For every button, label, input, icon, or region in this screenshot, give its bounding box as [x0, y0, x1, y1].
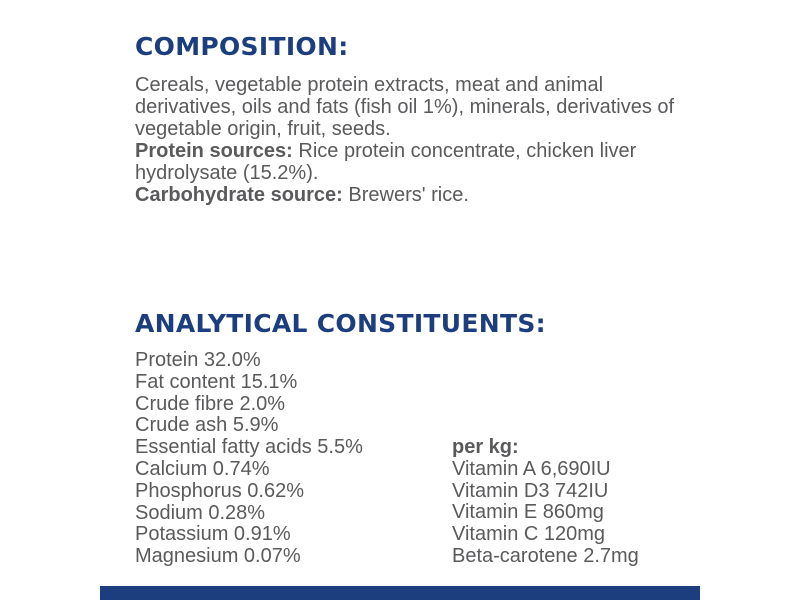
vitamin-item: Vitamin E 860mg — [452, 501, 604, 524]
protein-sources — [135, 140, 695, 184]
constituent-item: Calcium 0.74% — [135, 457, 270, 480]
constituent-item: Crude ash 5.9% — [135, 414, 279, 437]
protein-sources-label: Protein sources: — [135, 140, 293, 162]
constituent-item: Potassium 0.91% — [135, 523, 291, 546]
composition-body — [135, 74, 695, 206]
constituent-item: Sodium 0.28% — [135, 501, 266, 524]
constituent-item: Magnesium 0.07% — [135, 545, 301, 568]
vitamin-item: Beta-carotene 2.7mg — [452, 544, 639, 567]
carbohydrate-source — [135, 184, 695, 206]
vitamin-item: Vitamin C 120mg — [452, 523, 606, 546]
analytical-constituents-heading: ANALYTICAL CONSTITUENTS: — [135, 309, 546, 338]
constituent-item: Phosphorus 0.62% — [135, 479, 305, 502]
constituent-item: Fat content 15.1% — [135, 370, 298, 393]
bottom-accent-bar — [100, 586, 700, 600]
constituent-item: Protein 32.0% — [135, 349, 261, 371]
vitamin-item: Vitamin A 6,690IU — [452, 457, 611, 480]
vitamins-list — [452, 459, 639, 568]
ingredients-text: Cereals, vegetable protein extracts, meat and animal derivatives, oils and fats (fish oil 1%), minerals, derivatives of vegetable origin, fruit, seeds. — [135, 74, 675, 140]
constituent-item: Crude fibre 2.0% — [135, 392, 286, 415]
carbohydrate-source-text: Brewers' rice. — [342, 184, 469, 206]
protein-sources-text: Rice protein concentrate, chicken liver hydrolysate (15.2%). — [135, 140, 637, 184]
constituents-list — [135, 350, 363, 568]
composition-heading: COMPOSITION: — [135, 32, 349, 61]
constituent-item: Essential fatty acids 5.5% — [135, 436, 363, 459]
per-kg-label: per kg: — [452, 436, 519, 458]
vitamin-item: Vitamin D3 742IU — [452, 479, 609, 502]
carbohydrate-source-label: Carbohydrate source: — [135, 184, 343, 206]
per-kg-block — [452, 437, 639, 568]
